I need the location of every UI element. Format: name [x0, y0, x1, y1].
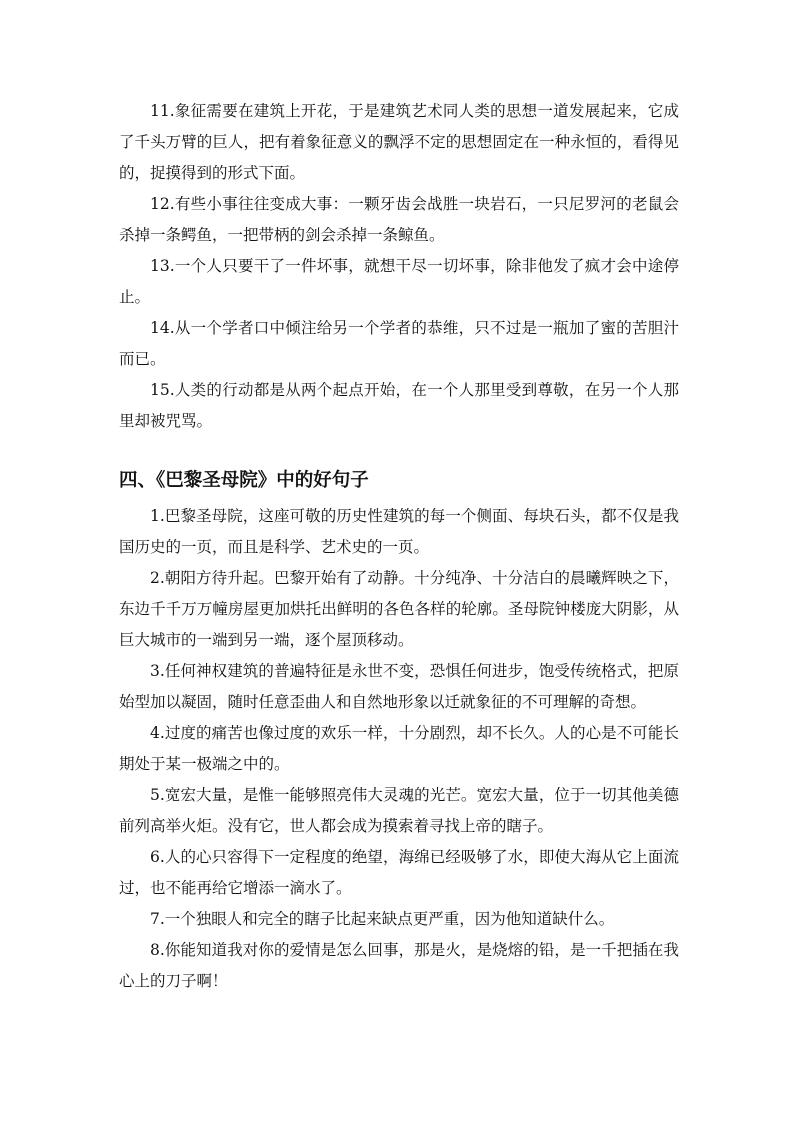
notre-dame-quote-4: 4.过度的痛苦也像过度的欢乐一样，十分剧烈，却不长久。人的心是不可能长期处于某一极端之中的。 — [119, 724, 679, 773]
notre-dame-quote-3: 3.任何神权建筑的普遍特征是永世不变，恐惧任何进步，饱受传统格式，把原始型加以凝固，随时任意歪曲人和自然地形象以迁就象征的不可理解的奇想。 — [119, 662, 679, 711]
quote-11: 11.象征需要在建筑上开花，于是建筑艺术同人类的思想一道发展起来，它成了千头万臂的巨人，把有着象征意义的飘浮不定的思想固定在一种永恒的，看得见的，捉摸得到的形式下面。 — [119, 102, 679, 182]
notre-dame-quote-5: 5.宽宏大量，是惟一能够照亮伟大灵魂的光芒。宽宏大量，位于一切其他美德前列高举火炬。没有它，世人都会成为摸索着寻找上帝的瞎子。 — [119, 786, 679, 835]
notre-dame-quote-2: 2.朝阳方待升起。巴黎开始有了动静。十分纯净、十分洁白的晨曦辉映之下，东边千千万万幢房屋更加烘托出鲜明的各色各样的轮廓。圣母院钟楼庞大阴影，从巨大城市的一端到另一端，逐个屋顶移动。 — [119, 569, 679, 649]
notre-dame-quote-8: 8.你能知道我对你的爱情是怎么回事，那是火，是烧熔的铅，是一千把插在我心上的刀子啊！ — [119, 941, 679, 990]
notre-dame-quote-1: 1.巴黎圣母院，这座可敬的历史性建筑的每一个侧面、每块石头，都不仅是我国历史的一页，而且是科学、艺术史的一页。 — [119, 507, 679, 556]
quote-15: 15.人类的行动都是从两个起点开始，在一个人那里受到尊敬，在另一个人那里却被咒骂。 — [119, 381, 679, 430]
quote-13: 13.一个人只要干了一件坏事，就想干尽一切坏事，除非他发了疯才会中途停止。 — [119, 257, 679, 306]
section-heading: 四、《巴黎圣母院》中的好句子 — [119, 470, 369, 491]
quote-14: 14.从一个学者口中倾注给另一个学者的恭维，只不过是一瓶加了蜜的苦胆汁而已。 — [119, 319, 679, 368]
notre-dame-quote-6: 6.人的心只容得下一定程度的绝望，海绵已经吸够了水，即使大海从它上面流过，也不能再给它增添一滴水了。 — [119, 848, 679, 897]
document-page — [119, 96, 679, 997]
notre-dame-quote-7: 7.一个独眼人和完全的瞎子比起来缺点更严重，因为他知道缺什么。 — [150, 910, 615, 928]
quote-12: 12.有些小事往往变成大事：一颗牙齿会战胜一块岩石，一只尼罗河的老鼠会杀掉一条鳄鱼，一把带柄的剑会杀掉一条鲸鱼。 — [119, 195, 679, 244]
